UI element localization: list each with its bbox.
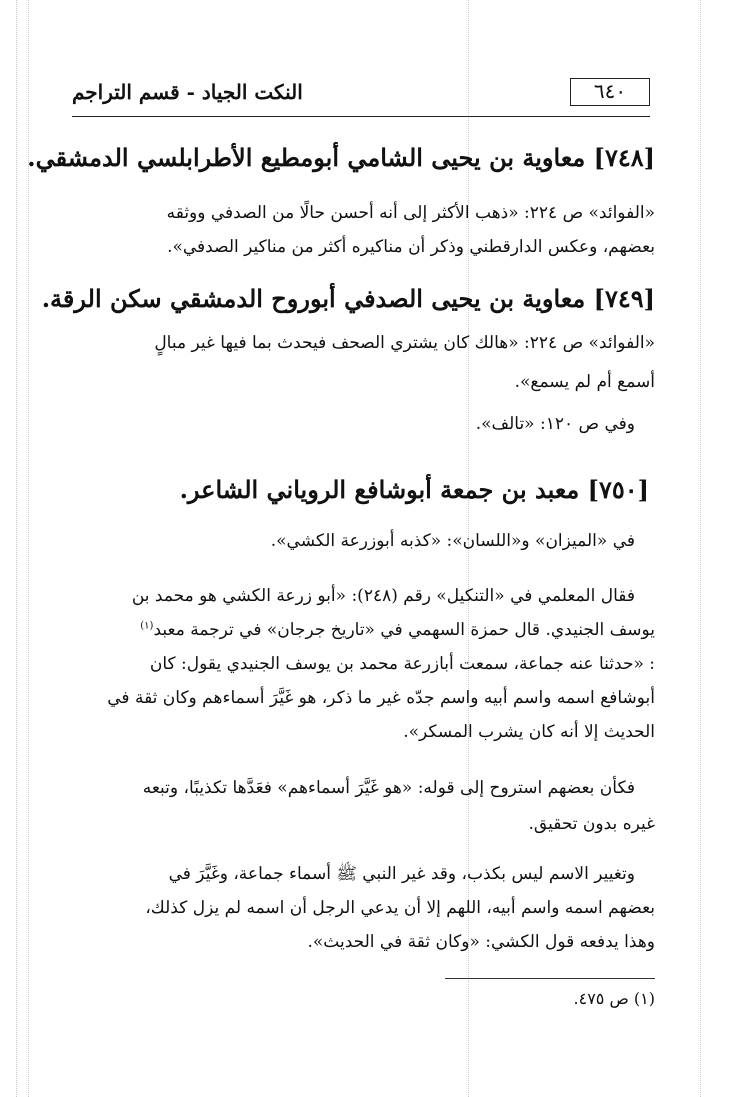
- footnote-rule: [445, 978, 655, 979]
- entry-text-line: أبوشافع اسمه واسم أبيه واسم جدّه غير ما ذكر، هو غَيَّرَ أسماءهم وكان ثقة في: [107, 688, 655, 708]
- entry-text-line: يوسف الجنيدي. قال حمزة السهمي في «تاريخ جرجان» في ترجمة معبد$^{(١)}$: [140, 620, 655, 640]
- running-title: النكت الجياد - قسم التراجم: [72, 80, 303, 104]
- entry-intro: في «الميزان» و«اللسان»: «كذبه أبوزرعة الكشي».: [270, 531, 635, 551]
- entry-heading-750: [٧٥٠] معبد بن جمعة أبوشافع الروياني الشاعر.: [179, 475, 649, 504]
- entry-text-line: بعضهم، وعكس الدارقطني وذكر أن مناكيره أكثر من مناكير الصدفي».: [167, 237, 655, 257]
- entry-text-line: وهذا يدفعه قول الكشي: «وكان ثقة في الحديث».: [307, 932, 655, 952]
- entry-heading-748: [٧٤٨] معاوية بن يحيى الشامي أبومطيع الأطرابلسي الدمشقي.: [27, 143, 655, 172]
- entry-text-line: «الفوائد» ص ٢٢٤: «ذهب الأكثر إلى أنه أحسن حالًا من الصدفي ووثقه: [166, 203, 655, 223]
- page-header: [72, 72, 650, 116]
- entry-text-line: «الفوائد» ص ٢٢٤: «هالك كان يشتري الصحف فيحدث بما فيها غير مبالٍ: [154, 333, 655, 353]
- entry-heading-749: [٧٤٩] معاوية بن يحيى الصدفي أبوروح الدمشقي سكن الرقة.: [41, 284, 655, 313]
- footnote-marker: (١): [140, 620, 154, 632]
- header-rule: [72, 116, 650, 117]
- entry-text-line: وفي ص ١٢٠: «تالف».: [475, 414, 635, 434]
- entry-text-line: فقال المعلمي في «التنكيل» رقم (٢٤٨): «أبو زرعة الكشي هو محمد بن: [131, 586, 635, 606]
- page-number: ٦٤٠: [570, 78, 650, 106]
- entry-text-line: غيره بدون تحقيق.: [528, 814, 655, 834]
- scan-artifact-line: [700, 0, 701, 1097]
- entry-text-line: فكأن بعضهم استروح إلى قوله: «هو غَيَّرَ أسماءهم» فعَدَّها تكذيبًا، وتبعه: [142, 778, 635, 798]
- scan-artifact-line: [16, 0, 17, 1097]
- entry-text-line: وتغيير الاسم ليس بكذب، وقد غير النبي ﷺ أسماء جماعة، وغَيَّرَ في: [168, 864, 635, 884]
- entry-text-line: بعضهم اسمه واسم أبيه، اللهم إلا أن يدعي الرجل أن اسمه لم يزل كذلك،: [145, 898, 655, 918]
- entry-text-line: الحديث إلا أنه كان يشرب المسكر».: [403, 722, 655, 742]
- entry-text-line: أسمع أم لم يسمع».: [514, 372, 655, 392]
- footnote: (١) ص ٤٧٥.: [573, 989, 655, 1008]
- entry-text-line: : «حدثنا عنه جماعة، سمعت أبازرعة محمد بن يوسف الجنيدي يقول: كان: [149, 654, 655, 674]
